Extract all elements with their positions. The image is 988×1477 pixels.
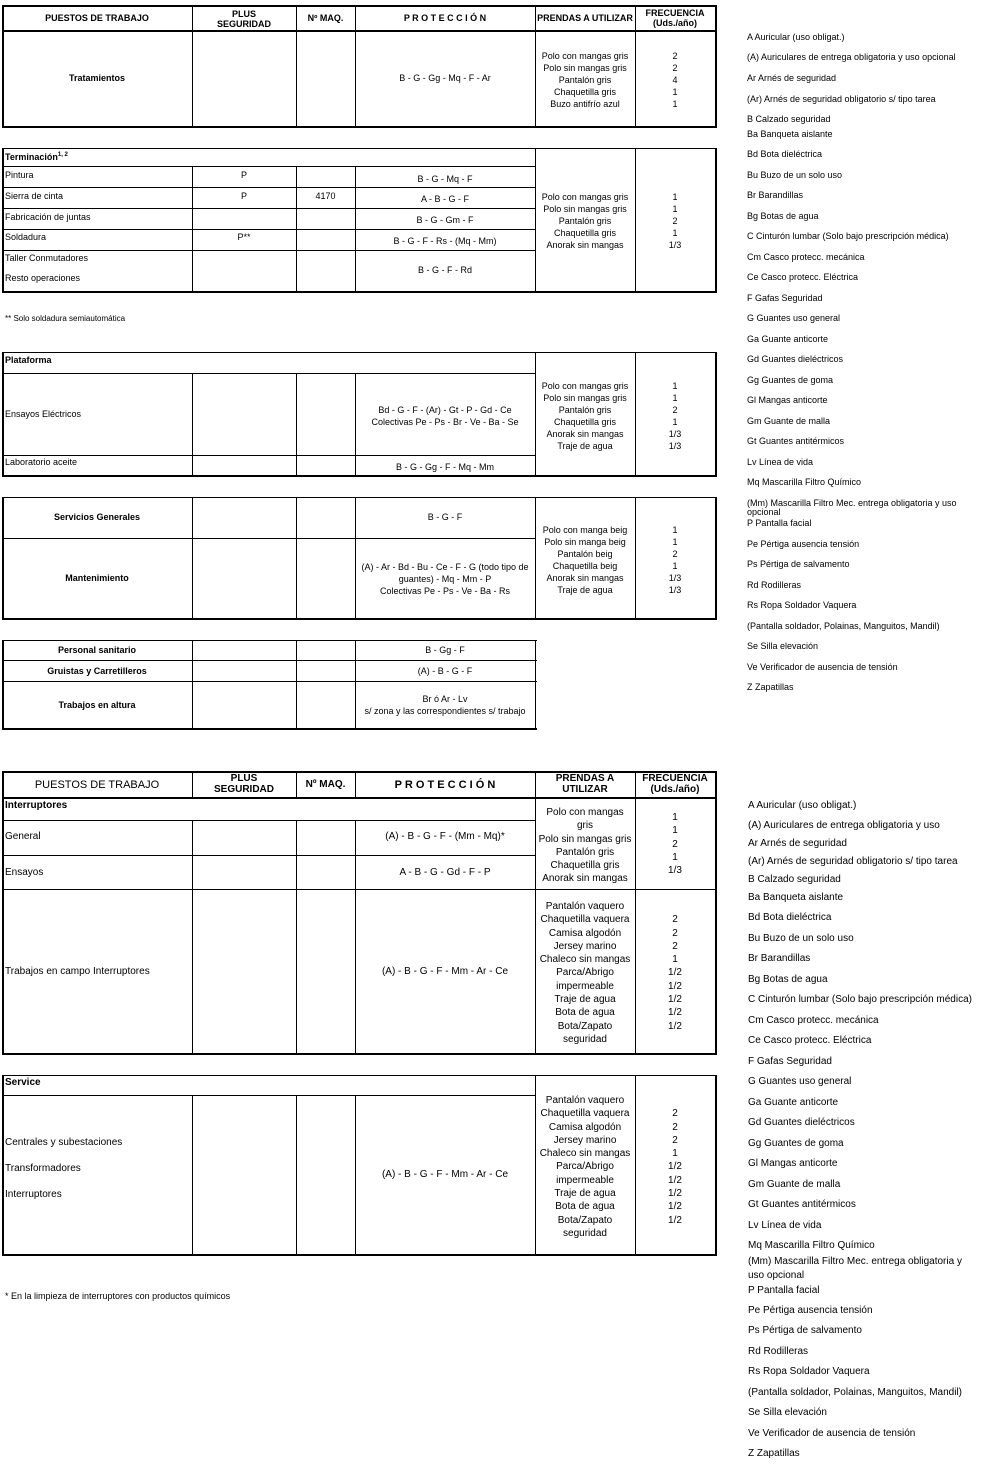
frecuencia-item: 1/3 bbox=[668, 573, 682, 583]
row-label-ensayos-electricos: Ensayos Eléctricos bbox=[5, 409, 82, 419]
prenda-item: Bota/Zapato bbox=[557, 1020, 613, 1032]
legend-item: (Pantalla soldador, Polainas, Manguitos, Mandil) bbox=[747, 621, 940, 631]
frecuencia-item: 2 bbox=[672, 216, 678, 226]
legend-item: Gm Guante de malla bbox=[747, 416, 831, 426]
frecuencia-item: 2 bbox=[672, 838, 678, 850]
prenda-item: Jersey marino bbox=[553, 1134, 617, 1146]
prenda-item: Camisa algodón bbox=[548, 927, 622, 939]
header-puestos: PUESTOS DE TRABAJO bbox=[45, 13, 149, 23]
frecuencia-item: 1 bbox=[672, 525, 678, 535]
prenda-item: Anorak sin mangas bbox=[546, 573, 624, 583]
row-label-resto: Resto operaciones bbox=[5, 273, 81, 283]
frecuencia-item: 1 bbox=[672, 954, 678, 966]
frecuencia-item: 1 bbox=[672, 228, 678, 238]
frecuencia-item: 1 bbox=[672, 812, 678, 823]
header2-puestos: PUESTOS DE TRABAJO bbox=[34, 779, 160, 791]
prendas-servicios bbox=[535, 524, 635, 596]
prenda-item: Chaquetilla gris bbox=[553, 417, 617, 427]
prot-ensayos: A - B - G - Gd - F - P bbox=[399, 867, 491, 878]
prenda-item: Pantalón gris bbox=[558, 216, 612, 226]
header-plus: PLUS SEGURIDAD bbox=[216, 9, 271, 29]
frecuencia-item: 1 bbox=[672, 87, 678, 97]
prenda-item: Traje de agua bbox=[557, 585, 613, 595]
prenda-item: Polo con mangas bbox=[546, 807, 624, 818]
legend-item: (A) Auriculares de entrega obligatoria y uso opcional bbox=[747, 52, 956, 62]
prenda-item: Anorak sin mangas bbox=[542, 873, 628, 885]
frecuencia-tratamientos bbox=[635, 50, 715, 110]
frecuencia-item: 1/2 bbox=[668, 1020, 682, 1032]
frecuencia-item: 1/3 bbox=[668, 865, 682, 877]
row-label-campo: Trabajos en campo Interruptores bbox=[5, 966, 150, 977]
row-label-interruptores-service: Interruptores bbox=[5, 1189, 62, 1200]
prenda-item: Camisa algodón bbox=[548, 1121, 622, 1133]
prendas-campo bbox=[535, 900, 635, 1046]
frecuencia-item: 2 bbox=[672, 405, 678, 415]
legend-item: Gg Guantes de goma bbox=[747, 375, 834, 385]
prenda-item: Pantalón gris bbox=[555, 846, 615, 858]
frecuencia-item: 1 bbox=[672, 851, 678, 863]
legend-item: Ar Arnés de seguridad bbox=[747, 73, 837, 83]
prenda-item: impermeable bbox=[556, 980, 614, 992]
frecuencia-item: 1 bbox=[672, 381, 678, 391]
frecuencia-item: 2 bbox=[672, 51, 678, 61]
prot-laboratorio: B - G - Gg - F - Mq - Mm bbox=[396, 462, 494, 472]
legend-item: Se Silla elevación bbox=[747, 641, 819, 651]
legend-item: Ar Arnés de seguridad bbox=[748, 838, 847, 849]
legend-item: Cm Casco protecc. mecánica bbox=[748, 1015, 879, 1026]
legend-item: Gd Guantes dieléctricos bbox=[747, 354, 844, 364]
frecuencia-item: 1/2 bbox=[668, 1214, 682, 1226]
prenda-item: Pantalón gris bbox=[558, 405, 612, 415]
legend-item: G Guantes uso general bbox=[748, 1076, 852, 1087]
legend-item: Z Zapatillas bbox=[747, 682, 794, 692]
prenda-item: Polo sin mangas gris bbox=[538, 833, 632, 845]
frecuencia-item: 1/2 bbox=[668, 980, 682, 992]
plataforma-title: Plataforma bbox=[5, 355, 52, 365]
prendas-plataforma bbox=[535, 380, 635, 452]
legend-item: B Calzado seguridad bbox=[748, 874, 841, 885]
prot-sanitario: B - Gg - F bbox=[425, 645, 465, 655]
legend-item: Cm Casco protecc. mecánica bbox=[747, 252, 865, 262]
row-label-centrales: Centrales y subestaciones bbox=[5, 1137, 123, 1148]
frecuencia-item: 1/2 bbox=[668, 1007, 682, 1019]
prenda-item: Parca/Abrigo bbox=[556, 1161, 614, 1173]
prot-ensayos-electricos: Bd - G - F - (Ar) - Gt - P - Gd - Ce Colectivas Pe - Ps - Br - Ve - Ba - Se bbox=[371, 405, 519, 427]
terminacion-title: Terminación$^{1, 2}$ bbox=[5, 152, 68, 162]
prenda-item: Anorak sin mangas bbox=[546, 240, 624, 250]
frecuencia-item: 2 bbox=[672, 914, 678, 926]
frecuencia-item bbox=[635, 1227, 715, 1240]
prenda-item: seguridad bbox=[563, 1033, 607, 1045]
legend-item: Ve Verificador de ausencia de tensión bbox=[748, 1428, 916, 1439]
legend-item: Ve Verificador de ausencia de tensión bbox=[747, 662, 898, 672]
prenda-item: Traje de agua bbox=[554, 1188, 616, 1200]
frecuencia-item: 1 bbox=[672, 825, 678, 837]
prenda-item: Polo sin mangas gris bbox=[543, 204, 627, 214]
legend-item: uso opcional bbox=[748, 1270, 805, 1281]
prenda-item: Polo sin manga beig bbox=[544, 537, 626, 547]
prenda-item: Jersey marino bbox=[553, 940, 617, 952]
header-prendas: PRENDAS A UTILIZAR bbox=[537, 13, 633, 23]
frecuencia-item: 4 bbox=[672, 75, 678, 85]
prot-gruistas: (A) - B - G - F bbox=[417, 666, 473, 676]
frecuencia-item: 1 bbox=[672, 1148, 678, 1160]
legend-item: Gg Guantes de goma bbox=[748, 1138, 844, 1149]
row-label-mantenimiento: Mantenimiento bbox=[65, 573, 129, 583]
legend-item: Gl Mangas anticorte bbox=[748, 1158, 838, 1169]
frecuencia-item: 1/2 bbox=[668, 967, 682, 979]
legend-item: P Pantalla facial bbox=[748, 1285, 820, 1296]
frecuencia-item: 1/2 bbox=[668, 994, 682, 1006]
row-label-sierra: Sierra de cinta bbox=[5, 191, 64, 201]
prenda-item: Chaquetilla vaquera bbox=[540, 1108, 630, 1120]
row-label-transformadores: Transformadores bbox=[5, 1163, 81, 1174]
legend-item: Bd Bota dieléctrica bbox=[747, 149, 823, 159]
frecuencia-service bbox=[635, 1094, 715, 1240]
prenda-item: Polo con manga beig bbox=[542, 525, 628, 535]
row-label-servicios: Servicios Generales bbox=[53, 512, 141, 522]
legend-item: Gm Guante de malla bbox=[748, 1179, 841, 1190]
prendas-tratamientos bbox=[535, 50, 635, 110]
interruptores-title: Interruptores bbox=[5, 800, 68, 811]
prenda-item: impermeable bbox=[556, 1174, 614, 1186]
legend-item: Bu Buzo de un solo uso bbox=[747, 170, 843, 180]
prenda-item: Pantalón vaquero bbox=[545, 901, 625, 912]
plus-sierra: P bbox=[240, 191, 247, 201]
footnote: * En la limpieza de interruptores con productos químicos bbox=[5, 1291, 231, 1301]
prenda-item: Bota de agua bbox=[555, 1201, 615, 1213]
legend-item: Rs Ropa Soldador Vaquera bbox=[748, 1366, 870, 1377]
prenda-item: Traje de agua bbox=[557, 441, 613, 451]
header2-prendas: PRENDAS A UTILIZAR bbox=[555, 773, 615, 795]
legend-item: Ps Pértiga de salvamento bbox=[747, 559, 850, 569]
frecuencia-item: 2 bbox=[672, 927, 678, 939]
legend-item: Ce Casco protecc. Eléctrica bbox=[748, 1035, 872, 1046]
legend-item: B Calzado seguridad bbox=[747, 114, 831, 124]
frecuencia-item: 2 bbox=[672, 1134, 678, 1146]
frecuencia-item: 1 bbox=[672, 204, 678, 214]
prenda-item: Chaquetilla beig bbox=[552, 561, 618, 571]
legend-item: Pe Pértiga ausencia tensión bbox=[748, 1305, 873, 1316]
prot-pintura: B - G - Mq - F bbox=[417, 174, 473, 184]
prenda-item: Bota/Zapato bbox=[557, 1214, 613, 1226]
legend-item: Ga Guante anticorte bbox=[748, 1097, 839, 1108]
legend-item: A Auricular (uso obligat.) bbox=[748, 800, 857, 811]
frecuencia-plataforma bbox=[635, 380, 715, 452]
legend-item: Z Zapatillas bbox=[748, 1448, 800, 1459]
legend-item: Rd Rodilleras bbox=[747, 580, 802, 590]
prendas-terminacion bbox=[535, 191, 635, 251]
frecuencia-item bbox=[635, 1033, 715, 1046]
service-title: Service bbox=[5, 1077, 41, 1088]
frecuencia-interruptores bbox=[635, 811, 715, 877]
legend-item: Ce Casco protecc. Eléctrica bbox=[747, 272, 859, 282]
legend-item: Lv Línea de vida bbox=[748, 1220, 822, 1231]
prot-servicios: B - G - F bbox=[427, 512, 463, 522]
frecuencia-item: 1/2 bbox=[668, 1174, 682, 1186]
frecuencia-item bbox=[635, 900, 715, 913]
frecuencia-item: 1/2 bbox=[668, 1201, 682, 1213]
frecuencia-item: 1/3 bbox=[668, 429, 682, 439]
row-label-altura: Trabajos en altura bbox=[58, 700, 136, 710]
prenda-item: seguridad bbox=[563, 1227, 607, 1239]
row-label-ensayos: Ensayos bbox=[5, 867, 44, 878]
prot-general: (A) - B - G - F - (Mm - Mq)* bbox=[385, 831, 505, 842]
frecuencia-terminacion bbox=[635, 191, 715, 251]
prenda-item: Pantalón vaquero bbox=[545, 1095, 625, 1106]
prenda-item: Chaleco sin mangas bbox=[539, 954, 631, 966]
prot-service: (A) - B - G - F - Mm - Ar - Ce bbox=[381, 1169, 509, 1180]
prenda-item: Polo con mangas gris bbox=[541, 192, 629, 202]
header2-nmaq: Nº MAQ. bbox=[305, 779, 346, 790]
legend-item: C Cinturón lumbar (Solo bajo prescripción médica) bbox=[747, 231, 949, 241]
frecuencia-item: 1 bbox=[672, 561, 678, 571]
legend-item: Lv Línea de vida bbox=[747, 457, 814, 467]
legend-item: Ba Banqueta aislante bbox=[747, 129, 833, 139]
frecuencia-item: 1 bbox=[672, 537, 678, 547]
row-label-sanitario: Personal sanitario bbox=[57, 645, 137, 655]
prot-sierra: A - B - G - F bbox=[420, 194, 469, 204]
legend-item: (Ar) Arnés de seguridad obligatorio s/ tipo tarea bbox=[747, 94, 936, 104]
legend-item: Mq Mascarilla Filtro Químico bbox=[747, 477, 862, 487]
row-label-general: General bbox=[5, 831, 41, 842]
frecuencia-item: 1 bbox=[672, 417, 678, 427]
prenda-item: Chaquetilla gris bbox=[553, 87, 617, 97]
prenda-item: Chaleco sin mangas bbox=[539, 1148, 631, 1160]
maq-sierra: 4170 bbox=[315, 191, 336, 201]
legend-item: Rs Ropa Soldador Vaquera bbox=[747, 600, 857, 610]
legend-item: Gl Mangas anticorte bbox=[747, 395, 828, 405]
header-proteccion: P R O T E C C I Ó N bbox=[403, 13, 487, 23]
legend-item: F Gafas Seguridad bbox=[747, 293, 823, 303]
legend-item: Br Barandillas bbox=[747, 190, 804, 200]
prot-mantenimiento: (A) - Ar - Bd - Bu - Ce - F - G (todo tipo de guantes) - Mq - Mm - P Colectivas Pe - Ps - Ve - Ba - Rs bbox=[361, 562, 529, 596]
legend-item: Ga Guante anticorte bbox=[747, 334, 829, 344]
frecuencia-item: 1 bbox=[672, 192, 678, 202]
frecuencia-servicios bbox=[635, 524, 715, 596]
legend-item: (Mm) Mascarilla Filtro Mec. entrega obligatoria y uso opcional bbox=[747, 498, 957, 517]
legend-item: Bg Botas de agua bbox=[747, 211, 819, 221]
frecuencia-item: 2 bbox=[672, 63, 678, 73]
legend-item: Ba Banqueta aislante bbox=[748, 892, 844, 903]
legend-item: Bu Buzo de un solo uso bbox=[748, 933, 854, 944]
frecuencia-item: 2 bbox=[672, 549, 678, 559]
row-label-tratamientos: Tratamientos bbox=[68, 73, 126, 83]
legend-item: Gt Guantes antitérmicos bbox=[748, 1199, 856, 1210]
frecuencia-item: 1/3 bbox=[668, 240, 682, 250]
prenda-item: Buzo antifrío azul bbox=[550, 99, 620, 109]
prot-juntas: B - G - Gm - F bbox=[416, 215, 474, 225]
legend-item: Se Silla elevación bbox=[748, 1407, 827, 1418]
prenda-item: Pantalón beig bbox=[557, 549, 613, 559]
prenda-item: Parca/Abrigo bbox=[556, 967, 614, 979]
prenda-item: Pantalón gris bbox=[558, 75, 612, 85]
row-label-laboratorio: Laboratorio aceite bbox=[5, 457, 78, 467]
legend-item: (Pantalla soldador, Polainas, Manguitos, Mandil) bbox=[748, 1387, 963, 1398]
frecuencia-item: 1/3 bbox=[668, 441, 682, 451]
frecuencia-item bbox=[635, 1094, 715, 1107]
frecuencia-item: 2 bbox=[672, 940, 678, 952]
prenda-item: Polo con mangas gris bbox=[541, 51, 629, 61]
frecuencia-campo bbox=[635, 900, 715, 1046]
prenda-item: Polo con mangas gris bbox=[541, 381, 629, 391]
legend-item: P Pantalla facial bbox=[747, 518, 812, 528]
header-nmaq: Nº MAQ. bbox=[307, 13, 344, 23]
legend-item: (Mm) Mascarilla Filtro Mec. entrega obligatoria y bbox=[748, 1256, 962, 1267]
header2-frecuencia: FRECUENCIA (Uds./año) bbox=[642, 773, 708, 795]
frecuencia-item: 1/3 bbox=[668, 585, 682, 595]
frecuencia-item: 1/2 bbox=[668, 1188, 682, 1200]
prenda-item: Chaquetilla gris bbox=[553, 228, 617, 238]
legend-item: Bd Bota dieléctrica bbox=[748, 912, 832, 923]
prenda-item: Traje de agua bbox=[554, 994, 616, 1006]
legend-item: (A) Auriculares de entrega obligatoria y uso bbox=[748, 820, 940, 831]
frecuencia-item: 2 bbox=[672, 1108, 678, 1120]
prenda-item: gris bbox=[576, 820, 594, 832]
legend-item: G Guantes uso general bbox=[747, 313, 841, 323]
legend-item: (Ar) Arnés de seguridad obligatorio s/ tipo tarea bbox=[748, 856, 958, 867]
frecuencia-item: 1/2 bbox=[668, 1161, 682, 1173]
prenda-item: Bota de agua bbox=[555, 1007, 615, 1019]
legend-item: Gd Guantes dieléctricos bbox=[748, 1117, 855, 1128]
header2-plus: PLUS SEGURIDAD bbox=[213, 773, 274, 795]
legend-item: Bg Botas de agua bbox=[748, 974, 828, 985]
prot-campo: (A) - B - G - F - Mm - Ar - Ce bbox=[381, 966, 509, 977]
legend-item: Rd Rodilleras bbox=[748, 1346, 809, 1357]
prot-altura: Br ó Ar - Lv s/ zona y las correspondientes s/ trabajo bbox=[364, 694, 526, 716]
row-label-soldadura: Soldadura bbox=[5, 232, 47, 242]
frecuencia-item: 1 bbox=[672, 393, 678, 403]
legend-item: Pe Pértiga ausencia tensión bbox=[747, 539, 860, 549]
plus-soldadura: P** bbox=[237, 232, 251, 242]
prendas-interruptores bbox=[535, 806, 635, 886]
frecuencia-item: 1 bbox=[672, 99, 678, 109]
prenda-item: Chaquetilla vaquera bbox=[540, 914, 630, 926]
legend-item: A Auricular (uso obligat.) bbox=[747, 32, 845, 42]
legend-item: Gt Guantes antitérmicos bbox=[747, 436, 845, 446]
row-label-gruistas: Gruistas y Carretilleros bbox=[47, 666, 147, 676]
header2-proteccion: P R O T E C C I Ó N bbox=[394, 779, 496, 791]
row-label-pintura: Pintura bbox=[5, 170, 34, 180]
legend-item: C Cinturón lumbar (Solo bajo prescripción médica) bbox=[748, 994, 972, 1005]
prenda-item: Polo sin mangas gris bbox=[543, 393, 627, 403]
legend-item: Ps Pértiga de salvamento bbox=[748, 1325, 862, 1336]
legend-item: Mq Mascarilla Filtro Químico bbox=[748, 1240, 875, 1251]
prot-tratamientos: B - G - Gg - Mq - F - Ar bbox=[399, 73, 491, 83]
prenda-item: Chaquetilla gris bbox=[550, 860, 620, 872]
prot-soldadura: B - G - F - Rs - (Mq - Mm) bbox=[393, 236, 497, 246]
plus-pintura: P bbox=[240, 170, 247, 180]
legend-item: F Gafas Seguridad bbox=[748, 1056, 832, 1067]
prot-resto: B - G - F - Rd bbox=[418, 265, 472, 275]
prenda-item: Polo sin mangas gris bbox=[543, 63, 627, 73]
prendas-service bbox=[535, 1094, 635, 1240]
legend-item: Br Barandillas bbox=[748, 953, 811, 964]
row-label-taller: Taller Conmutadores bbox=[5, 253, 89, 263]
header-frecuencia: FRECUENCIA (Uds./año) bbox=[645, 8, 705, 28]
frecuencia-item: 2 bbox=[672, 1121, 678, 1133]
prenda-item: Anorak sin mangas bbox=[546, 429, 624, 439]
terminacion-note: ** Solo soldadura semiautomática bbox=[5, 314, 126, 323]
row-label-juntas: Fabricación de juntas bbox=[5, 212, 91, 222]
